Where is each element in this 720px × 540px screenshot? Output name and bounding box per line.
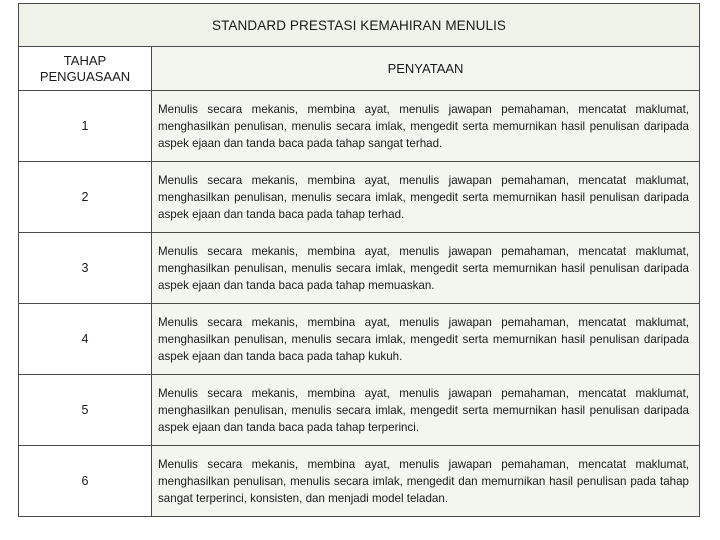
statement-cell: Menulis secara mekanis, membina ayat, menulis jawapan pemahaman, mencatat maklumat, menghasilkan penulisan, menulis secara imlak, mengedit serta memurnikan hasil penulisan daripada aspek ejaan dan tanda baca pada tahap sangat terhad. [152, 91, 700, 162]
level-cell: 4 [19, 304, 152, 375]
level-cell: 1 [19, 91, 152, 162]
header-row [19, 47, 700, 91]
table-row [19, 446, 700, 517]
standards-table [18, 3, 700, 517]
header-level: TAHAP PENGUASAAN [19, 47, 152, 91]
table-row [19, 233, 700, 304]
table-row [19, 375, 700, 446]
level-cell: 3 [19, 233, 152, 304]
title-row [19, 4, 700, 47]
statement-cell: Menulis secara mekanis, membina ayat, menulis jawapan pemahaman, mencatat maklumat, menghasilkan penulisan, menulis secara imlak, mengedit dan memurnikan hasil penulisan pada tahap sangat terperinci, konsisten, dan menjadi model teladan. [152, 446, 700, 517]
table-row [19, 162, 700, 233]
table-row [19, 304, 700, 375]
statement-cell: Menulis secara mekanis, membina ayat, menulis jawapan pemahaman, mencatat maklumat, menghasilkan penulisan, menulis secara imlak, mengedit serta memurnikan hasil penulisan daripada aspek ejaan dan tanda baca pada tahap terhad. [152, 162, 700, 233]
table-row [19, 91, 700, 162]
level-cell: 6 [19, 446, 152, 517]
level-cell: 2 [19, 162, 152, 233]
statement-cell: Menulis secara mekanis, membina ayat, menulis jawapan pemahaman, mencatat maklumat, menghasilkan penulisan, menulis secara imlak, mengedit serta memurnikan hasil penulisan daripada aspek ejaan dan tanda baca pada tahap kukuh. [152, 304, 700, 375]
statement-cell: Menulis secara mekanis, membina ayat, menulis jawapan pemahaman, mencatat maklumat, menghasilkan penulisan, menulis secara imlak, mengedit serta memurnikan hasil penulisan daripada aspek ejaan dan tanda baca pada tahap terperinci. [152, 375, 700, 446]
table-title: STANDARD PRESTASI KEMAHIRAN MENULIS [19, 4, 700, 47]
level-cell: 5 [19, 375, 152, 446]
statement-cell: Menulis secara mekanis, membina ayat, menulis jawapan pemahaman, mencatat maklumat, menghasilkan penulisan, menulis secara imlak, mengedit serta memurnikan hasil penulisan daripada aspek ejaan dan tanda baca pada tahap memuaskan. [152, 233, 700, 304]
header-statement: PENYATAAN [152, 47, 700, 91]
